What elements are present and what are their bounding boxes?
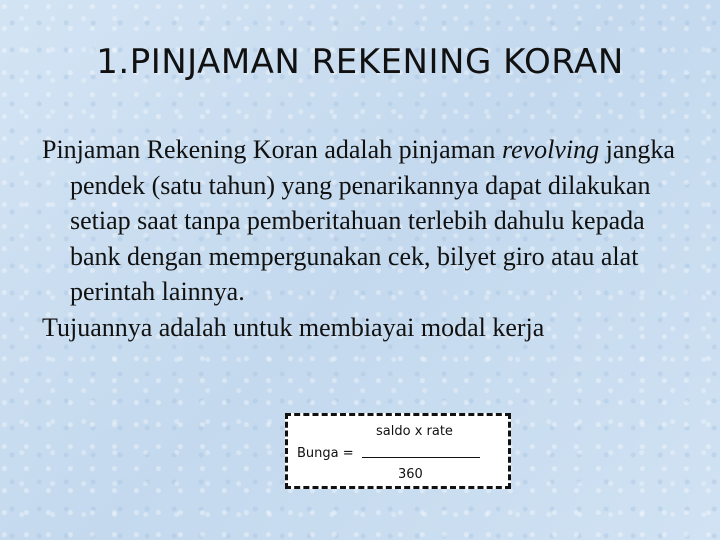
fraction-line: [362, 457, 480, 458]
formula-numerator: saldo x rate: [376, 424, 453, 439]
slide-title: 1.PINJAMAN REKENING KORAN: [96, 42, 624, 82]
slide-body: [42, 132, 692, 345]
definition-italic-term: revolving: [501, 135, 600, 164]
definition-rest: jangka pendek (satu tahun) yang penarikannya dapat dilakukan setiap saat tanpa pemberitahuan terlebih dahulu kepada bank dengan mempergunakan cek, bilyet giro atau alat perintah lainnya.: [70, 135, 675, 306]
definition-paragraph: [42, 132, 692, 310]
formula-lhs: Bunga =: [297, 446, 354, 461]
formula-denominator: 360: [398, 467, 423, 482]
purpose-paragraph: Tujuannya adalah untuk membiayai modal kerja: [42, 312, 545, 342]
definition-lead: Pinjaman Rekening Koran adalah pinjaman: [42, 135, 502, 164]
interest-formula-box: [285, 413, 511, 489]
